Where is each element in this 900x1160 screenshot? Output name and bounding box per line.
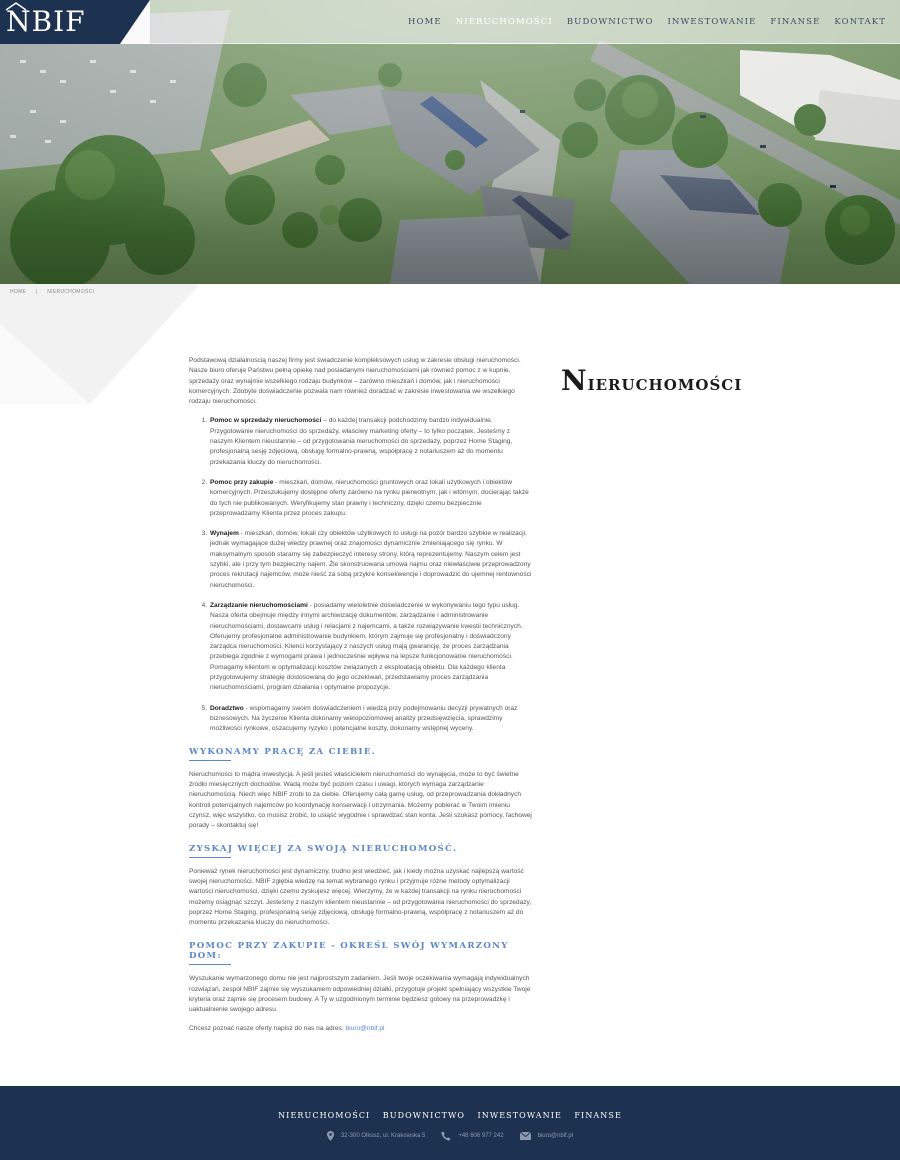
decorative-triangle — [0, 284, 200, 404]
contact-cta — [189, 1024, 532, 1034]
footer-link-label: BUDOWNICTWO — [382, 1111, 466, 1120]
service-text: - mieszkań, domów, lokali czy obiektów użytkowych to usługi na pozór bardzo szybkie w realizacji, jednak wymagające dużej wiedzy prawnej oraz znajomości dynamicznie zmieniającego się rynku. W maksymalnym sposób staramy się zabezpieczyć interesy strony, którą reprezentujemy. Naszym celem jest szybki, ale i przy tym bezpieczny najem. Źle skonstruowana umowa najmu oraz niewłaściwie przeprowadzony proces rekrutacji najemców, może nieść za sobą przykre konsekwencje i doprowadzić do ujemnej rentowności nieruchomości. — [210, 530, 532, 589]
breadcrumb-home[interactable]: HOME — [10, 289, 27, 295]
intro-paragraph: Podstawową działalnością naszej firmy jest świadczenie kompleksowych usług w zakresie obsługi nieruchomości. Nasze biuro oferuje Państwu pełną opiekę nad posiadanymi nieruchomościami jak również pomoc z w kupnie, sprzedaży oraz wynajmie wszelkiego rodzaju budynków – zarówno mieszkań i domów, jak i nieruchomości komercyjnych. Zdobyte doświadczenie pozwala nam również doradzać w zakresie inwestowania we wszelkiego rodzaju nieruchomości. — [189, 357, 521, 406]
service-item — [209, 416, 532, 467]
service-title: Pomoc przy zakupie — [210, 478, 274, 486]
section-heading: WYKONAMY PRACĘ ZA CIEBIE. — [189, 747, 532, 761]
page-title-rest: IERUCHOMOŚCI — [587, 376, 743, 394]
footer-phone-text: +48 606 977 242 — [458, 1133, 504, 1139]
breadcrumb — [10, 289, 102, 295]
footer-link-inwestowanie[interactable] — [474, 1105, 566, 1122]
breadcrumb-current: NIERUCHOMOŚCI — [47, 289, 95, 295]
footer-phone[interactable] — [441, 1131, 503, 1141]
service-text: - mieszkań, domów, nieruchomości gruntowych oraz lokali użytkowych i obiektów komercyjnych. Przeszukujemy dostępne oferty zarówno na rynku pierwotnym, jak i wtórnym, docierając także do tych nie publikowanych. Weryfikujemy stan prawny i techniczny, dzięki czemu bezpiecznie przeprowadzamy Klienta przez proces zakupu. — [210, 478, 529, 517]
page-title — [561, 360, 742, 398]
section-paragraph: Nieruchomości to mądra inwestycja. A jeśli jesteś właścicielem nieruchomości do wynajęcia, może to być świetne źródło miesięcznych dochodów. Wadą może być poziom czasu i uwagi, których wymaga zarządzanie nieruchomością. Niech więc NBIF zrobi to za ciebie. Oferujemy całą gamę usług, od przeprowadzania dokładnych kontroli potencjalnych najemców po koordynację konserwacji i utrzymania. Możemy pobierać w Twoim imieniu czynsz, więc wszystko, co musisz zrobić, to usiąść wygodnie i sprawdzać stan konta. Jeśli szukasz pomocy, fachowej porady – skontaktuj się! — [189, 770, 532, 830]
mail-icon — [520, 1132, 531, 1140]
section-heading: ZYSKAJ WIĘCEJ ZA SWOJĄ NIERUCHOMOŚĆ. — [189, 844, 532, 858]
main-menu — [394, 0, 886, 44]
section-paragraph: Wyszukanie wymarzonego domu nie jest najprostszym zadaniem. Jeśli twoje oczekiwania wymagają indywidualnych rozwiązań, zespół NBIF zajmie się wyszukaniem odpowiedniej działki, przygotuje projekt spełniający wszystkie Twoje kryteria oraz zajmie się procesem budowy. A Ty w uzgodnionym terminie będziesz gotowy na przeprowadzkę i uaktualnienie swojego adresu. — [189, 975, 531, 1014]
footer — [0, 1086, 900, 1160]
logo-link[interactable]: NBIF — [6, 5, 86, 38]
footer-contact — [0, 1131, 900, 1141]
page-title-initial: N — [561, 364, 588, 397]
footer-link-finanse[interactable] — [570, 1105, 626, 1122]
section-paragraph: Ponieważ rynek nieruchomości jest dynamiczny, trudno jest wiedzieć, jak i kiedy można uzyskać najlepszą wartość swojej nieruchomości. NBIF zgłębia wiedzę na temat wybranego rynku i przyjmuje różne metody optymalizacji wartości nieruchomości, dzięki czemu zyskujesz więcej. Wierzymy, że w każdej transakcji na rynku nieruchomości możemy osiągnąć szczyt. Jesteśmy z naszym klientem nieustannie – od przygotowania nieruchomości do sprzedaży, poprzez Home Staging, profesjonalną sesję zdjęciową, obsługę formalno-prawną, współpracę z notariuszem aż do momentu przekazania kluczy do nieruchomości. — [189, 867, 532, 927]
nav-item-budownictwo[interactable]: BUDOWNICTWO — [566, 17, 654, 27]
footer-menu — [0, 1105, 900, 1123]
footer-link-nieruchomosci[interactable] — [274, 1105, 374, 1122]
content-column — [189, 356, 532, 1044]
contact-cta-text: Chcesz poznać nasze oferty napisz do nas na adres: — [189, 1025, 346, 1033]
section-heading: POMOC PRZY ZAKUPIE - OKREŚL SWÓJ WYMARZONY DOM: — [189, 941, 532, 966]
footer-address — [327, 1131, 425, 1141]
footer-link-budownictwo[interactable] — [379, 1105, 469, 1122]
nav-item-nieruchomosci[interactable]: NIERUCHOMOŚCI — [456, 0, 553, 44]
nav-item-kontakt[interactable]: KONTAKT — [834, 17, 886, 27]
service-item — [209, 601, 532, 694]
service-item — [209, 704, 532, 735]
top-navigation — [0, 0, 900, 44]
service-title: Wynajem — [210, 530, 239, 538]
service-item — [209, 529, 532, 591]
nav-item-inwestowanie[interactable]: INWESTOWANIE — [667, 17, 757, 27]
contact-email-link[interactable]: biuro@nbif.pl — [345, 1025, 385, 1033]
service-title: Doradztwo — [210, 704, 244, 712]
footer-link-label: INWESTOWANIE — [477, 1111, 562, 1120]
service-text: - wspomagamy swoim doświadczeniem i wiedzą przy podejmowaniu decyzji prywatnych oraz biznesowych. Na życzenie Klienta dokonamy wielopoziomowej analizy przedsięwzięcia, sprawdzimy możliwości rynkowe, oszacujemy ryzyko i potencjalne koszty, dokonamy wstępnej wyceny. — [210, 704, 518, 733]
footer-address-text: 32-300 Olkusz, ul. Krakowska 5 — [340, 1133, 426, 1139]
service-title: Pomoc w sprzedaży nieruchomości — [210, 417, 322, 425]
footer-email-text: biuro@nbif.pl — [537, 1133, 574, 1139]
services-list — [209, 416, 532, 734]
nav-item-home[interactable]: HOME — [408, 17, 442, 27]
footer-link-label: NIERUCHOMOŚCI — [278, 1111, 371, 1120]
nav-item-finanse[interactable]: FINANSE — [770, 17, 821, 27]
service-text: - posiadamy wieloletnie doświadczenie w wykonywaniu tego typu usług. Nasza oferta obejmuje między innymi archiwizację dokumentów, zarządzanie i administrowanie nieruchomościami, dostawcami usług i relacjami z najemcami, a także rozwiązywanie kwestii technicznych. Oferujemy profesjonalne administrowanie budynkiem, którym zajmuje się profesjonalny i doświadczony zarządca nieruchomości. Klienci korzystający z naszych usług mają gwarancję, że proces zarządzania przebiega zgodnie z wymogami prawa i jednocześnie wpływa na lepsze funkcjonowanie nieruchomości. Pomagamy klientom w optymalizacji kosztów związanych z eksploatacją obiektu. Dla każdego klienta przygotowujemy strategię dostosowaną do jego oczekiwań, przedstawiamy proces zarządzania nieruchomościami, program działania i optymalne propozycje. — [210, 601, 523, 692]
footer-link-label: FINANSE — [574, 1111, 622, 1120]
service-title: Zarządzanie nieruchomościami — [210, 601, 308, 609]
phone-icon — [441, 1131, 451, 1141]
breadcrumb-separator: | — [35, 289, 38, 295]
service-text: – do każdej transakcji podchodzimy bardzo indywidualnie. Przygotowanie nieruchomości do sprzedaży, właściwy marketing oferty – to tylko początek. Jesteśmy z naszym Klientem nieustannie – od przygotowania nieruchomości do sprzedaży, poprzez Home Staging, profesjonalną sesję zdjęciową, obsługę formalno-prawną, współpracę z notariuszem aż do momentu przekazania kluczy do nieruchomości. — [210, 417, 513, 466]
footer-email[interactable] — [520, 1132, 573, 1140]
map-pin-icon — [327, 1131, 334, 1141]
service-item — [209, 478, 532, 519]
